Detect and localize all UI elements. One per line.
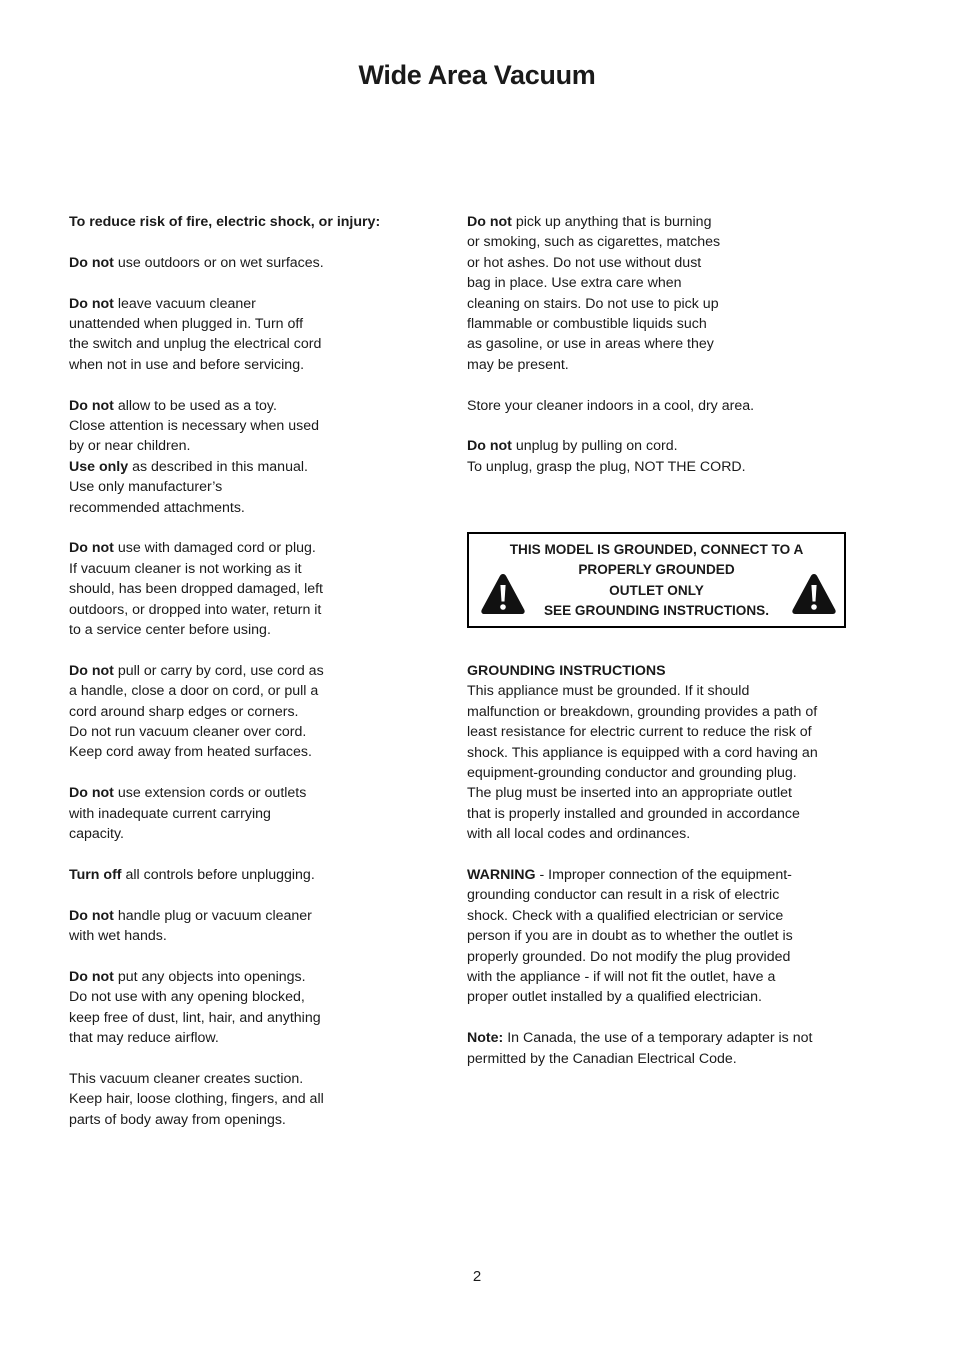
body-text: allow to be used as a toy. xyxy=(113,397,277,414)
grounding-warning-box xyxy=(467,532,846,628)
body-text: that may reduce airflow. xyxy=(69,1030,219,1047)
text-line xyxy=(467,334,852,354)
body-text: handle plug or vacuum cleaner xyxy=(113,907,312,924)
body-text: grounding conductor can result in a risk of electric xyxy=(467,887,780,904)
text-line xyxy=(69,620,369,640)
text-line xyxy=(69,212,381,232)
body-text: The plug must be inserted into an appropriate outlet xyxy=(467,785,792,802)
body-text: when not in use and before servicing. xyxy=(69,356,305,373)
instruction-paragraph xyxy=(69,538,369,640)
body-text: Keep cord away from heated surfaces. xyxy=(69,744,312,761)
text-line xyxy=(69,1028,369,1048)
body-text: as gasoline, or use in areas where they xyxy=(467,336,714,353)
bold-lead: Do not xyxy=(467,438,512,455)
body-text: keep free of dust, lint, hair, and anything xyxy=(69,1009,321,1026)
instruction-paragraph xyxy=(69,906,369,947)
body-text: recommended attachments. xyxy=(69,499,245,516)
instruction-paragraph xyxy=(467,396,852,416)
body-text: use extension cords or outlets xyxy=(113,785,307,802)
text-line xyxy=(467,865,852,885)
body-text: If vacuum cleaner is not working as it xyxy=(69,560,302,577)
instruction-paragraph xyxy=(467,212,852,375)
instruction-paragraph xyxy=(69,865,369,885)
text-line xyxy=(467,947,852,967)
bold-lead: Use only xyxy=(69,458,129,475)
body-text: In Canada, the use of a temporary adapter is not xyxy=(503,1030,813,1047)
instruction-paragraph xyxy=(69,294,369,376)
bold-lead: Do not xyxy=(69,295,114,312)
text-line xyxy=(69,865,369,885)
body-text: shock. Check with a qualified electrician or service xyxy=(467,907,784,924)
body-text: properly grounded. Do not modify the plug provided xyxy=(467,948,791,965)
body-text: To unplug, grasp the plug, NOT THE CORD. xyxy=(467,458,746,475)
body-text: proper outlet installed by a qualified electrician. xyxy=(467,989,762,1006)
bold-lead: To reduce risk of fire, electric shock, or injury: xyxy=(69,214,381,230)
body-text: pick up anything that is burning xyxy=(511,214,712,230)
body-text: with wet hands. xyxy=(69,928,167,945)
instruction-paragraph xyxy=(467,1028,852,1069)
text-line xyxy=(69,681,369,701)
text-line xyxy=(467,314,852,334)
text-line xyxy=(69,579,369,599)
text-line xyxy=(467,232,852,252)
body-text: flammable or combustible liquids such xyxy=(467,316,707,333)
left-column xyxy=(69,212,381,1151)
bold-lead: Do not xyxy=(69,907,114,924)
body-text: use with damaged cord or plug. xyxy=(113,540,316,557)
text-line xyxy=(69,294,369,314)
instruction-paragraph xyxy=(69,396,369,518)
instruction-paragraph xyxy=(467,436,852,477)
body-text: by or near children. xyxy=(69,438,191,455)
bold-lead: Do not xyxy=(69,254,114,271)
warning-box-line: PROPERLY GROUNDED xyxy=(578,562,735,578)
right-column-upper xyxy=(467,212,852,498)
body-text: with the appliance - if will not fit the outlet, have a xyxy=(467,969,776,986)
text-line xyxy=(69,722,369,742)
text-line xyxy=(467,783,852,803)
text-line xyxy=(69,355,369,375)
bold-lead: Do not xyxy=(69,540,114,557)
text-line xyxy=(69,702,369,722)
text-line xyxy=(467,294,852,314)
text-line xyxy=(69,824,369,844)
text-line xyxy=(69,783,369,803)
bold-lead: GROUNDING INSTRUCTIONS xyxy=(467,663,666,679)
text-line xyxy=(69,1110,369,1130)
bold-lead: Turn off xyxy=(69,866,122,883)
body-text: Do not use with any opening blocked, xyxy=(69,989,305,1006)
text-line xyxy=(69,906,369,926)
body-text: Use only manufacturer’s xyxy=(69,479,223,496)
body-text: that is properly installed and grounded in accordance xyxy=(467,805,800,822)
body-text: put any objects into openings. xyxy=(113,968,306,985)
text-line xyxy=(69,926,369,946)
body-text: bag in place. Use extra care when xyxy=(467,275,682,292)
text-line xyxy=(69,538,369,558)
body-text: cleaning on stairs. Do not use to pick up xyxy=(467,295,719,312)
body-text: use outdoors or on wet surfaces. xyxy=(113,254,324,271)
text-line xyxy=(69,742,369,762)
body-text: as described in this manual. xyxy=(128,458,308,475)
warning-box-line: THIS MODEL IS GROUNDED, CONNECT TO A xyxy=(509,542,804,557)
text-line xyxy=(69,498,369,518)
text-line xyxy=(69,1069,369,1089)
page-number: 2 xyxy=(472,1268,482,1285)
text-line xyxy=(69,334,369,354)
body-text: - Improper connection of the equipment- xyxy=(535,867,792,884)
warning-box-text xyxy=(469,540,844,622)
body-text: outdoors, or dropped into water, return it xyxy=(69,601,322,618)
bold-lead: Note: xyxy=(467,1030,504,1047)
body-text: all controls before unplugging. xyxy=(121,866,315,883)
body-text: pull or carry by cord, use cord as xyxy=(113,662,324,679)
instruction-paragraph xyxy=(69,253,369,273)
warning-box-line: OUTLET ONLY xyxy=(609,582,704,598)
body-text: person if you are in doubt as to whether the outlet is xyxy=(467,928,793,945)
text-line xyxy=(467,824,852,844)
text-line xyxy=(467,273,852,293)
text-line xyxy=(69,416,369,436)
text-line xyxy=(69,967,369,987)
text-line xyxy=(467,355,852,375)
text-line xyxy=(467,906,852,926)
body-text: Store your cleaner indoors in a cool, dry area. xyxy=(467,397,755,414)
body-text: the switch and unplug the electrical cord xyxy=(69,336,322,353)
bold-lead: Do not xyxy=(69,397,114,414)
text-line xyxy=(467,885,852,905)
text-line xyxy=(69,396,369,416)
body-text: unplug by pulling on cord. xyxy=(511,438,678,455)
body-text: leave vacuum cleaner xyxy=(113,295,256,312)
instruction-paragraph xyxy=(69,661,369,763)
text-line xyxy=(467,661,852,681)
body-text: Keep hair, loose clothing, fingers, and all xyxy=(69,1091,324,1108)
body-text: least resistance for electric current to reduce the risk of xyxy=(467,724,812,741)
body-text: shock. This appliance is equipped with a cord having an xyxy=(467,744,818,761)
text-line xyxy=(467,743,852,763)
body-text: Close attention is necessary when used xyxy=(69,418,319,435)
bold-lead: WARNING xyxy=(467,867,536,884)
body-text: This vacuum cleaner creates suction. xyxy=(69,1070,304,1087)
text-line xyxy=(467,702,852,722)
text-line xyxy=(467,681,852,701)
body-text: This appliance must be grounded. If it should xyxy=(467,683,750,700)
text-line xyxy=(467,967,852,987)
text-line xyxy=(69,600,369,620)
body-text: permitted by the Canadian Electrical Code. xyxy=(467,1050,737,1067)
text-line xyxy=(69,314,369,334)
body-text: Do not run vacuum cleaner over cord. xyxy=(69,724,307,741)
body-text: with inadequate current carrying xyxy=(69,805,271,822)
text-line xyxy=(467,926,852,946)
body-text: capacity. xyxy=(69,826,124,843)
instruction-paragraph xyxy=(467,865,852,1008)
right-column-lower xyxy=(467,661,852,1089)
body-text: or hot ashes. Do not use without dust xyxy=(467,254,702,271)
text-line xyxy=(467,804,852,824)
text-line xyxy=(467,396,852,416)
page-title: Wide Area Vacuum xyxy=(358,60,596,90)
text-line xyxy=(467,457,852,477)
text-line xyxy=(467,212,852,232)
bold-lead: Do not xyxy=(69,968,114,985)
body-text: with all local codes and ordinances. xyxy=(467,826,691,843)
text-line xyxy=(467,253,852,273)
body-text: cord around sharp edges or corners. xyxy=(69,703,299,720)
body-text: a handle, close a door on cord, or pull a xyxy=(69,683,319,700)
text-line xyxy=(467,722,852,742)
text-line xyxy=(69,987,369,1007)
body-text: or smoking, such as cigarettes, matches xyxy=(467,234,721,251)
body-text: may be present. xyxy=(467,356,569,373)
bold-lead: Do not xyxy=(69,785,114,802)
text-line xyxy=(69,457,369,477)
body-text: to a service center before using. xyxy=(69,622,271,639)
instruction-paragraph xyxy=(69,967,369,1049)
text-line xyxy=(69,804,369,824)
bold-lead: Do not xyxy=(69,662,114,679)
text-line xyxy=(69,477,369,497)
instruction-paragraph xyxy=(467,661,852,845)
warning-box-line: SEE GROUNDING INSTRUCTIONS. xyxy=(543,603,770,619)
text-line xyxy=(467,436,852,456)
text-line xyxy=(69,559,369,579)
instruction-paragraph xyxy=(69,783,369,844)
instruction-paragraph xyxy=(69,1069,369,1130)
body-text: equipment-grounding conductor and grounding plug. xyxy=(467,765,797,782)
body-text: parts of body away from openings. xyxy=(69,1111,286,1128)
text-line xyxy=(69,253,369,273)
text-line xyxy=(69,1089,369,1109)
text-line xyxy=(467,987,852,1007)
text-line xyxy=(69,661,369,681)
text-line xyxy=(467,763,852,783)
text-line xyxy=(69,1008,369,1028)
instruction-paragraph xyxy=(69,212,381,232)
warning-triangle-icon xyxy=(791,572,837,616)
body-text: should, has been dropped damaged, left xyxy=(69,581,323,598)
text-line xyxy=(467,1049,852,1069)
text-line xyxy=(467,1028,852,1048)
body-text: unattended when plugged in. Turn off xyxy=(69,316,304,332)
bold-lead: Do not xyxy=(467,214,512,230)
body-text: malfunction or breakdown, grounding provides a path of xyxy=(467,703,818,720)
text-line xyxy=(69,436,369,456)
